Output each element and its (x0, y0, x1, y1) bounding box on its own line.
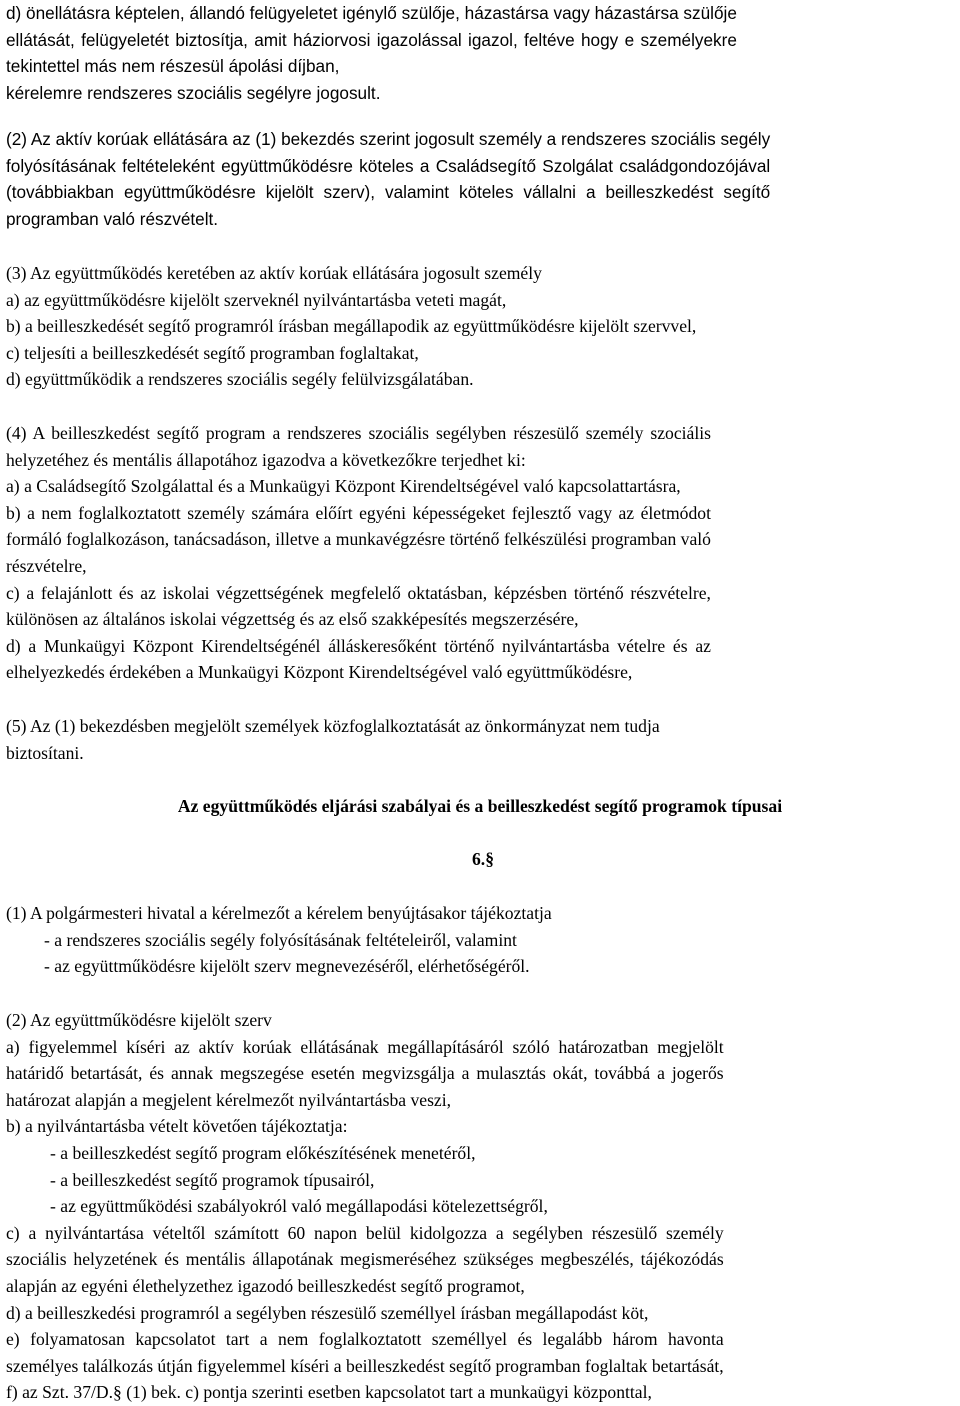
paragraph-2 (6, 126, 770, 232)
text-line: formáló foglalkozáson, tanácsadáson, illetve a munkavégzésre történő felkészülési programban való (6, 529, 711, 550)
text-line: személyes találkozás útján figyelemmel kíséri a beilleszkedést segítő programban foglaltak betartását, (6, 1355, 724, 1376)
list-item: a) figyelemmel kíséri az aktív korúak ellátásának megállapításáról szóló határozatban megjelölt (6, 1036, 724, 1057)
text-line: biztosítani. (6, 742, 84, 763)
list-item: - az együttműködésre kijelölt szerv megnevezéséről, elérhetőségéről. (44, 956, 530, 977)
list-item: b) a nyilvántartásba vételt követően tájékoztatja: (6, 1116, 348, 1137)
text-line: (5) Az (1) bekezdésben megjelölt személyek közfoglalkoztatását az önkormányzat nem tudja (6, 716, 660, 736)
section-heading: Az együttműködés eljárási szabályai és a beilleszkedést segítő programok típusai (177, 796, 783, 816)
list-item: - a beilleszkedést segítő programok típusairól, (50, 1169, 375, 1190)
list-item: f) az Szt. 37/D.§ (1) bek. c) pontja szerinti esetben kapcsolatot tart a munkaügyi központtal, (6, 1382, 652, 1403)
text-line: programban való részvételt. (6, 208, 219, 229)
text-line: (továbbiakban együttműködésre kijelölt szerv), valamint köteles vállalni a beilleszkedést segítő (6, 182, 771, 202)
list-item: c) teljesíti a beilleszkedését segítő programban foglaltakat, (6, 342, 419, 363)
text-line: folyósításának feltételeként együttműködésre köteles a Családsegítő Szolgálat családgondozójával (6, 155, 771, 176)
text-line: ellátását, felügyeletét biztosítja, amit háziorvosi igazolással igazol, feltéve hogy e személyekre (6, 29, 737, 50)
list-item: e) folyamatosan kapcsolatot tart a nem foglalkoztatott személlyel és legalább három havonta (6, 1329, 724, 1350)
text-line: (2) Az együttműködésre kijelölt szerv (6, 1010, 272, 1030)
text-line: helyzetéhez és mentális állapotához igazodva a következőkre terjedhet ki: (6, 449, 526, 470)
list-item: b) a beilleszkedését segítő programról írásban megállapodik az együttműködésre kijelölt szervvel, (6, 316, 697, 337)
text-line: határozat alapján a megjelent kérelmezőt nyilvántartásba veszi, (6, 1089, 452, 1110)
text-line: különösen az általános iskolai végzettség és az első szakképesítés megszerzésére, (6, 609, 579, 630)
paragraph-4 (6, 420, 711, 686)
list-item: a) az együttműködésre kijelölt szerveknél nyilvántartásba veteti magát, (6, 289, 507, 310)
paragraph-5 (6, 713, 660, 766)
list-item: d) együttműködik a rendszeres szociális segély felülvizsgálatában. (6, 369, 474, 390)
text-line: szociális helyzetének és mentális állapotának megismeréséhez szükséges megbeszélés, tájékozódás (6, 1249, 724, 1270)
paragraph-continuation (6, 0, 737, 106)
text-line: (2) Az aktív korúak ellátására az (1) bekezdés szerint jogosult személy a rendszeres szociális segély (6, 129, 771, 149)
list-item: - a beilleszkedést segítő program előkészítésének menetéről, (50, 1142, 476, 1163)
text-line: elhelyezkedés érdekében a Munkaügyi Központ Kirendeltségével való együttműködésre, (6, 662, 633, 683)
text-line: (3) Az együttműködés keretében az aktív korúak ellátására jogosult személy (6, 263, 542, 283)
list-item: c) a nyilvántartása vételtől számított 60 napon belül kidolgozza a segélyben részesülő személy (6, 1222, 724, 1243)
list-item: b) a nem foglalkoztatott személy számára előírt egyéni képességeket fejlesztő vagy az életmódot (6, 502, 711, 523)
text-line: d) önellátásra képtelen, állandó felügyeletet igénylő szülője, házastársa vagy házastársa szülője (6, 3, 737, 23)
list-item: - az együttműködési szabályokról való megállapodási kötelezettségről, (50, 1196, 548, 1217)
text-line: (1) A polgármesteri hivatal a kérelmezőt a kérelem benyújtásakor tájékoztatja (6, 903, 552, 923)
text-line: kérelemre rendszeres szociális segélyre jogosult. (6, 82, 381, 103)
paragraph-3 (6, 260, 696, 393)
text-line: határidő betartását, és annak megszegése esetén megvizsgálja a mulasztás okát, továbbá a jogerős (6, 1063, 724, 1084)
text-line: tekintettel más nem részesül ápolási díjban, (6, 56, 340, 76)
list-item: c) a felajánlott és az iskolai végzettségének megfelelő oktatásban, képzésben történő részvételre, (6, 582, 711, 603)
text-line: alapján az egyéni élethelyzethez igazodó beilleszkedést segítő programot, (6, 1275, 525, 1296)
list-item: - a rendszeres szociális segély folyósításának feltételeiről, valamint (44, 929, 517, 950)
section-number: 6.§ (472, 849, 494, 869)
list-item: d) a Munkaügyi Központ Kirendeltségénél álláskeresőként történő nyilvántartásba vételre és az (6, 635, 711, 656)
section-6-paragraph-2 (6, 1007, 724, 1406)
text-line: (4) A beilleszkedést segítő program a rendszeres szociális segélyben részesülő személy szociális (6, 423, 711, 443)
list-item: a) a Családsegítő Szolgálattal és a Munkaügyi Központ Kirendeltségével való kapcsolattartásra, (6, 476, 681, 497)
text-line: részvételre, (6, 555, 87, 576)
list-item: d) a beilleszkedési programról a segélyben részesülő személlyel írásban megállapodást köt, (6, 1302, 649, 1323)
section-6-paragraph-1 (6, 900, 552, 980)
